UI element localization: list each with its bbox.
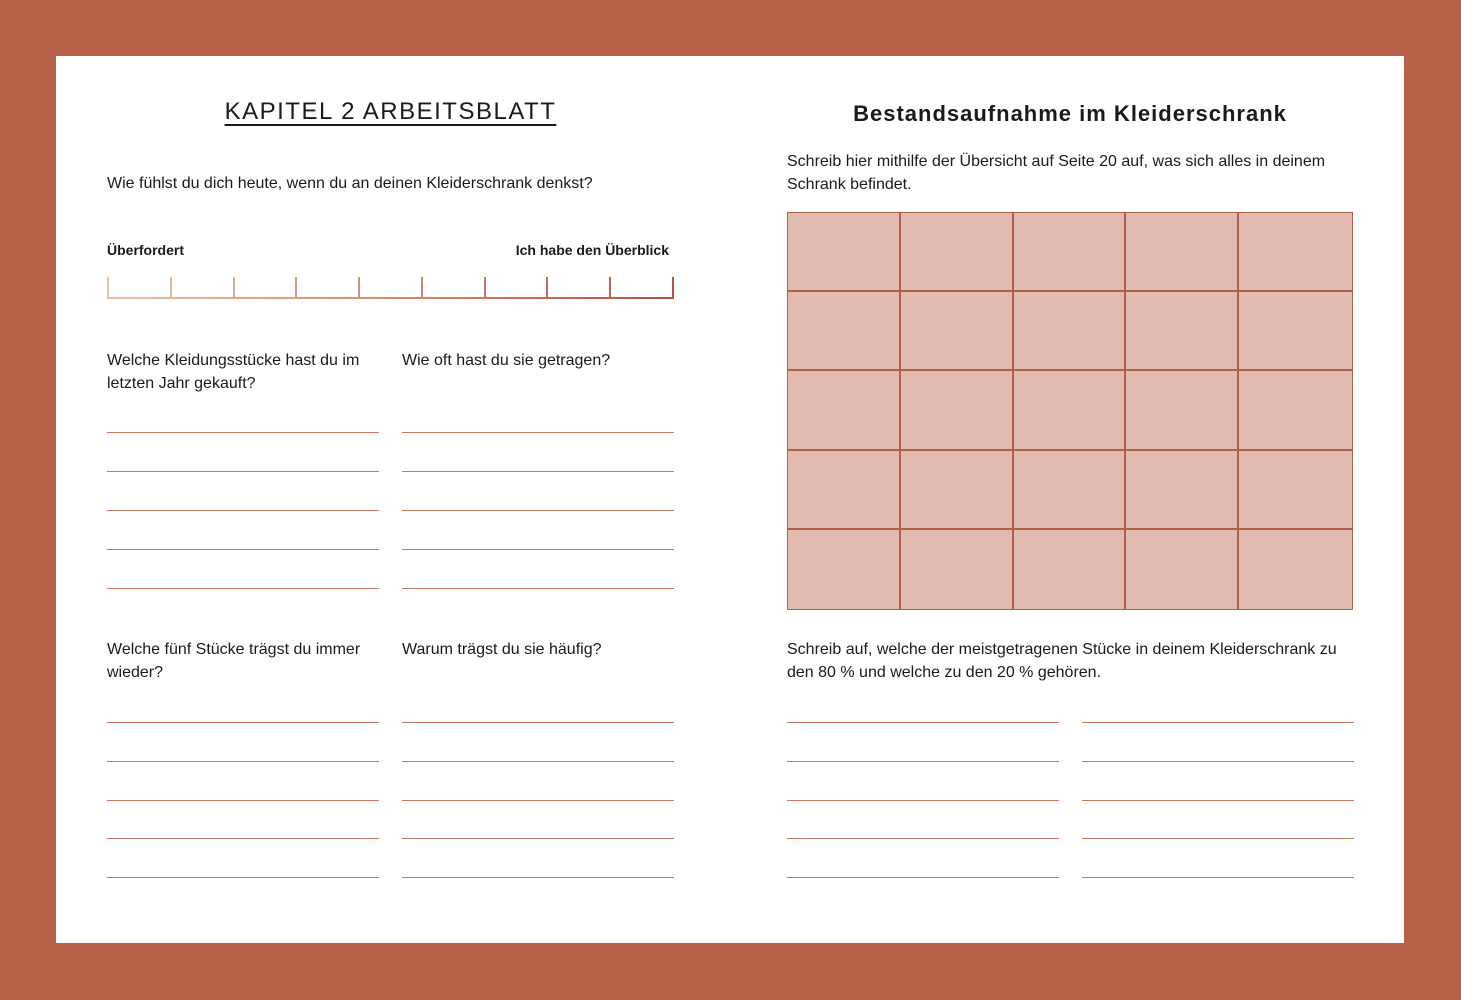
question-feeling: Wie fühlst du dich heute, wenn du an deinen Kleiderschrank denkst? <box>107 175 593 192</box>
writing-line[interactable] <box>787 722 1059 723</box>
left-title: KAPITEL 2 ARBEITSBLATT <box>224 98 557 125</box>
writing-line[interactable] <box>402 471 674 472</box>
writing-line[interactable] <box>402 800 674 801</box>
writing-line[interactable] <box>1082 761 1354 762</box>
grid-cell[interactable] <box>788 451 901 530</box>
writing-line[interactable] <box>1082 722 1354 723</box>
writing-line[interactable] <box>107 800 379 801</box>
writing-line[interactable] <box>1082 877 1354 878</box>
writing-line[interactable] <box>787 761 1059 762</box>
scale-tick <box>546 277 548 299</box>
writing-line[interactable] <box>107 471 379 472</box>
grid-cell[interactable] <box>788 213 901 292</box>
instruction-80-20: Schreib auf, welche der meistgetragenen Stücke in deinem Kleiderschrank zu den 80 % und welche zu den 20 % gehören. <box>787 641 1337 681</box>
scale-tick <box>358 277 360 299</box>
grid-cell[interactable] <box>901 530 1014 609</box>
scale-tick <box>421 277 423 299</box>
writing-line[interactable] <box>787 800 1059 801</box>
writing-line[interactable] <box>1082 838 1354 839</box>
grid-cell[interactable] <box>1014 451 1127 530</box>
grid-cell[interactable] <box>1126 451 1239 530</box>
grid-cell[interactable] <box>1126 530 1239 609</box>
grid-cell[interactable] <box>1239 371 1352 450</box>
scale-tick <box>233 277 235 299</box>
writing-line[interactable] <box>402 588 674 589</box>
grid-cell[interactable] <box>788 530 901 609</box>
scale-tick <box>107 277 109 299</box>
writing-line[interactable] <box>107 432 379 433</box>
grid-cell[interactable] <box>1126 292 1239 371</box>
writing-line[interactable] <box>402 761 674 762</box>
writing-line[interactable] <box>107 510 379 511</box>
writing-line[interactable] <box>107 722 379 723</box>
grid-cell[interactable] <box>1239 213 1352 292</box>
grid-cell[interactable] <box>1014 213 1127 292</box>
grid-cell[interactable] <box>1126 213 1239 292</box>
inventory-grid <box>787 212 1353 610</box>
grid-cell[interactable] <box>1014 371 1127 450</box>
grid-cell[interactable] <box>788 371 901 450</box>
writing-line[interactable] <box>107 549 379 550</box>
scale-tick <box>484 277 486 299</box>
writing-line[interactable] <box>787 838 1059 839</box>
question-bought: Welche Kleidungsstücke hast du im letzten Jahr gekauft? <box>107 352 360 392</box>
grid-cell[interactable] <box>901 451 1014 530</box>
scale-left-label: Überfordert <box>107 242 185 258</box>
writing-line[interactable] <box>402 838 674 839</box>
writing-line[interactable] <box>107 877 379 878</box>
grid-cell[interactable] <box>901 371 1014 450</box>
writing-line[interactable] <box>402 549 674 550</box>
writing-line[interactable] <box>402 510 674 511</box>
scale-tick <box>295 277 297 299</box>
writing-line[interactable] <box>787 877 1059 878</box>
question-five-pieces: Welche fünf Stücke trägst du immer wieder? <box>107 641 361 681</box>
right-title: Bestandsaufnahme im Kleiderschrank <box>853 101 1287 126</box>
writing-line[interactable] <box>402 877 674 878</box>
writing-line[interactable] <box>402 432 674 433</box>
grid-cell[interactable] <box>1239 292 1352 371</box>
grid-cell[interactable] <box>1239 451 1352 530</box>
grid-cell[interactable] <box>901 292 1014 371</box>
grid-cell[interactable] <box>1126 371 1239 450</box>
grid-cell[interactable] <box>1014 530 1127 609</box>
grid-cell[interactable] <box>1014 292 1127 371</box>
writing-line[interactable] <box>107 838 379 839</box>
scale-tick <box>170 277 172 299</box>
instruction-inventory: Schreib hier mithilfe der Übersicht auf Seite 20 auf, was sich alles in deinem Schrank befindet. <box>787 153 1326 193</box>
writing-line[interactable] <box>107 761 379 762</box>
writing-line[interactable] <box>1082 800 1354 801</box>
grid-cell[interactable] <box>788 292 901 371</box>
scale-tick <box>672 277 674 299</box>
scale-baseline <box>107 297 674 299</box>
question-how-often: Wie oft hast du sie getragen? <box>402 352 611 369</box>
writing-line[interactable] <box>107 588 379 589</box>
grid-cell[interactable] <box>1239 530 1352 609</box>
scale-tick <box>609 277 611 299</box>
scale-right-label: Ich habe den Überblick <box>515 242 669 258</box>
question-why: Warum trägst du sie häufig? <box>402 641 602 658</box>
grid-cell[interactable] <box>901 213 1014 292</box>
feeling-scale[interactable] <box>107 277 674 299</box>
writing-line[interactable] <box>402 722 674 723</box>
